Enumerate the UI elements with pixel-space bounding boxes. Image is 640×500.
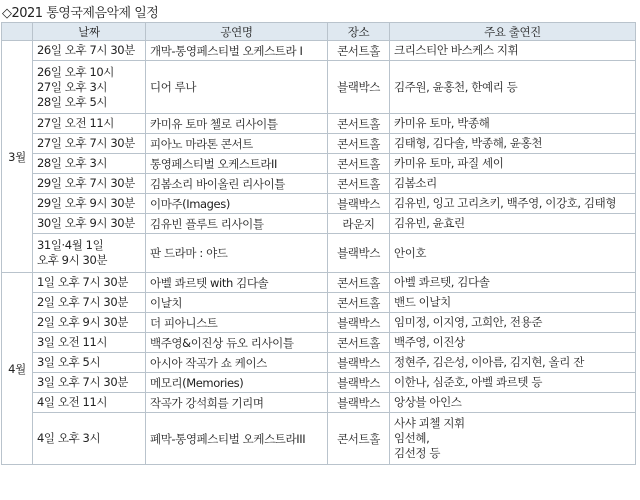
performance-title-cell: 이날치 [146,293,328,313]
venue-cell: 콘서트홀 [328,41,390,61]
date-cell [33,174,146,194]
venue-cell: 라운지 [328,214,390,234]
date-line: 2일 오후 7시 30분 [37,295,128,309]
schedule-row [2,273,636,293]
performance-title-cell: 아시아 작곡가 쇼 케이스 [146,353,328,373]
date-line: 27일 오후 7시 30분 [37,136,135,150]
schedule-row [2,413,636,465]
venue-cell: 블랙박스 [328,373,390,393]
date-cell [33,273,146,293]
performance-title-cell: 통영페스티벌 오케스트라II [146,154,328,174]
performance-title-cell: 피아노 마라톤 콘서트 [146,134,328,154]
performance-title-cell: 판 드라마 : 야드 [146,234,328,273]
date-cell [33,373,146,393]
performance-title-cell: 메모리(Memories) [146,373,328,393]
cast-cell [390,134,636,154]
cast-cell [390,234,636,273]
cast-line: 밴드 이날치 [394,295,451,309]
cast-cell [390,114,636,134]
cast-cell [390,373,636,393]
schedule-row [2,61,636,114]
date-line: 3일 오후 7시 30분 [37,375,128,389]
cast-line: 임선혜, [394,431,430,445]
venue-cell: 콘서트홀 [328,273,390,293]
schedule-body [2,41,636,465]
date-cell [33,194,146,214]
header-date: 날짜 [33,23,146,41]
date-line: 3일 오전 11시 [37,335,108,349]
date-cell [33,214,146,234]
schedule-row [2,41,636,61]
date-line: 1일 오후 7시 30분 [37,275,128,289]
date-line: 29일 오후 9시 30분 [37,196,135,210]
date-line: 28일 오후 3시 [37,156,108,170]
date-cell [33,61,146,114]
cast-line: 임미정, 이지영, 고희안, 전용준 [394,315,543,329]
cast-cell [390,353,636,373]
cast-line: 이한나, 심준호, 아벨 콰르텟 등 [394,375,543,389]
cast-line: 김유빈, 윤효린 [394,216,465,230]
date-cell [33,313,146,333]
venue-cell: 블랙박스 [328,61,390,114]
cast-line: 김봄소리 [394,176,437,190]
cast-cell [390,313,636,333]
date-line: 27일 오전 11시 [37,116,115,130]
date-line: 30일 오후 9시 30분 [37,216,135,230]
date-cell [33,393,146,413]
cast-line: 안이호 [394,245,427,260]
date-line: 오후 9시 30분 [37,253,108,267]
cast-line: 앙상블 아인스 [394,395,462,409]
schedule-row [2,313,636,333]
cast-line: 크리스티안 바스케스 지휘 [394,43,519,57]
date-line: 31일·4월 1일 [37,238,104,252]
schedule-row [2,214,636,234]
date-cell [33,353,146,373]
date-cell [33,134,146,154]
date-line: 26일 오후 7시 30분 [37,43,135,57]
header-venue: 장소 [328,23,390,41]
performance-title-cell: 이마주(Images) [146,194,328,214]
cast-cell [390,154,636,174]
schedule-table [1,22,636,465]
date-line: 27일 오후 3시 [37,79,108,94]
cast-line: 백주영, 이진상 [394,335,465,349]
header-row [2,23,636,41]
performance-title-cell: 더 피아니스트 [146,313,328,333]
performance-title-cell: 아벨 콰르텟 with 김다솔 [146,273,328,293]
performance-title-cell: 카미유 토마 첼로 리사이틀 [146,114,328,134]
date-cell [33,413,146,465]
cast-cell [390,61,636,114]
venue-cell: 블랙박스 [328,234,390,273]
venue-cell: 콘서트홀 [328,174,390,194]
date-cell [33,114,146,134]
date-cell [33,234,146,273]
date-line: 4일 오전 11시 [37,395,108,409]
schedule-row [2,154,636,174]
date-line: 29일 오후 7시 30분 [37,176,135,190]
date-line: 2일 오후 9시 30분 [37,315,128,329]
date-line: 28일 오후 5시 [37,94,108,109]
venue-cell: 콘서트홀 [328,293,390,313]
date-cell [33,293,146,313]
cast-cell [390,214,636,234]
cast-line: 김선정 등 [394,446,441,460]
cast-cell [390,41,636,61]
schedule-row [2,293,636,313]
month-cell: 3월 [2,41,33,273]
venue-cell: 블랙박스 [328,313,390,333]
venue-cell: 콘서트홀 [328,134,390,154]
date-cell [33,154,146,174]
cast-cell [390,393,636,413]
cast-cell [390,194,636,214]
venue-cell: 콘서트홀 [328,114,390,134]
date-line: 26일 오후 10시 [37,64,115,79]
venue-cell: 콘서트홀 [328,413,390,465]
cast-cell [390,333,636,353]
month-cell: 4월 [2,273,33,465]
venue-cell: 블랙박스 [328,353,390,373]
cast-line: 김태형, 김다솔, 박종해, 윤홍천 [394,136,543,150]
schedule-row [2,134,636,154]
schedule-row [2,353,636,373]
performance-title-cell: 디어 루나 [146,61,328,114]
schedule-row [2,194,636,214]
date-line: 4일 오후 3시 [37,431,101,445]
date-line: 3일 오후 5시 [37,355,101,369]
schedule-row [2,333,636,353]
date-cell [33,41,146,61]
header-spacer [2,23,33,41]
cast-line: 아벨 콰르텟, 김다솔 [394,275,490,289]
cast-cell [390,413,636,465]
schedule-row [2,114,636,134]
venue-cell: 콘서트홀 [328,154,390,174]
cast-line: 정현주, 김은성, 이아름, 김지현, 올리 잔 [394,355,584,369]
cast-cell [390,273,636,293]
performance-title-cell: 김봄소리 바이올린 리사이틀 [146,174,328,194]
performance-title-cell: 김유빈 플루트 리사이틀 [146,214,328,234]
cast-line: 김주원, 윤홍천, 한예리 등 [394,79,518,94]
cast-cell [390,293,636,313]
cast-line: 카미유 토마, 박종해 [394,116,490,130]
cast-line: 카미유 토마, 파질 세이 [394,156,504,170]
schedule-row [2,373,636,393]
schedule-row [2,174,636,194]
performance-title-cell: 개막-통영페스티벌 오케스트라 I [146,41,328,61]
performance-title-cell: 폐막-통영페스티벌 오케스트라III [146,413,328,465]
header-cast: 주요 출연진 [390,23,636,41]
header-title: 공연명 [146,23,328,41]
schedule-row [2,234,636,273]
schedule-row [2,393,636,413]
performance-title-cell: 백주영&이진상 듀오 리사이틀 [146,333,328,353]
page-title: ◇2021 통영국제음악제 일정 [2,6,159,21]
venue-cell: 블랙박스 [328,194,390,214]
date-cell [33,333,146,353]
cast-cell [390,174,636,194]
venue-cell: 블랙박스 [328,393,390,413]
venue-cell: 콘서트홀 [328,333,390,353]
performance-title-cell: 작곡가 강석희를 기리며 [146,393,328,413]
cast-line: 사샤 괴첼 지휘 [394,416,465,430]
cast-line: 김유빈, 잉고 고리츠키, 백주영, 이강호, 김태형 [394,196,617,210]
